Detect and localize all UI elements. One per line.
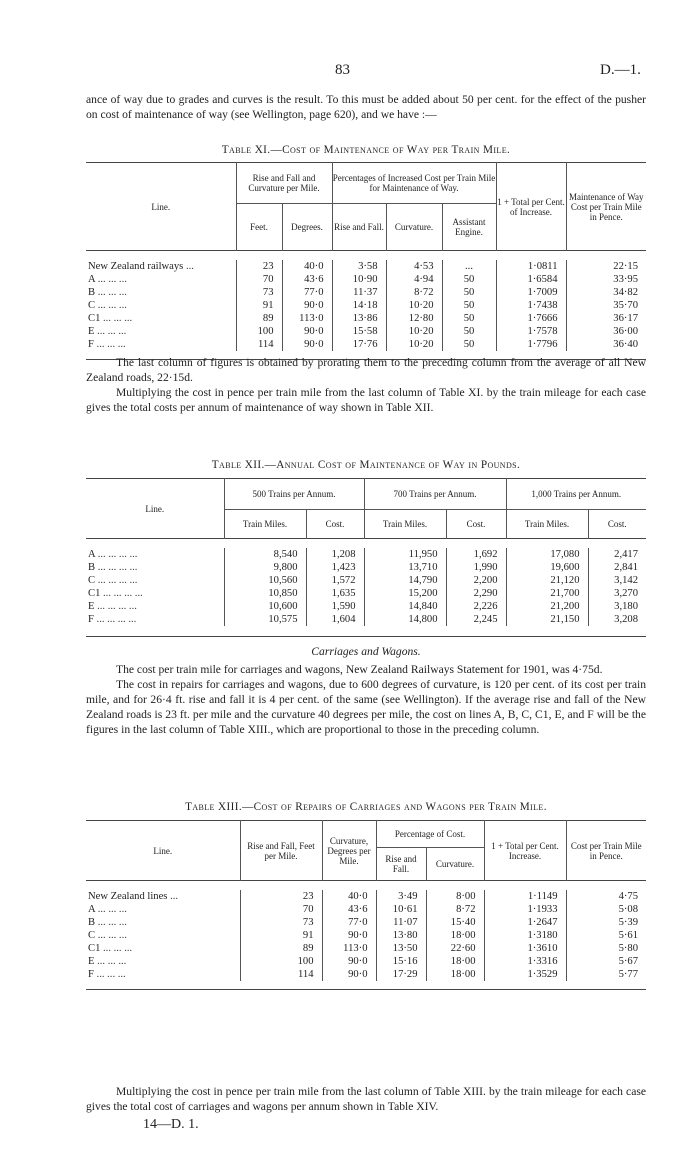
t13-cost: 5·77 — [618, 969, 638, 980]
t13-pct-curv: 22·60 — [426, 942, 484, 955]
t11-curv: 4·94 — [386, 273, 442, 286]
leader-dots: ... ... ... — [100, 313, 133, 324]
leader-dots: ... ... ... — [95, 930, 127, 941]
t11-rise: 13·86 — [332, 312, 386, 325]
carriages-paragraph — [86, 662, 646, 737]
t12-cost-700: 2,226 — [446, 600, 506, 613]
t11-total: 1·7666 — [496, 312, 566, 325]
table12-title: Table XII.—Annual Cost of Maintenance of Way in Pounds. — [211, 459, 521, 471]
t13-pct-rise: 11·07 — [376, 916, 426, 929]
table-row — [86, 260, 646, 273]
t13-pct-curv: 15·40 — [426, 916, 484, 929]
t12-miles-500: 9,800 — [224, 561, 306, 574]
t12-h-cost-500: Cost. — [306, 510, 364, 539]
prorating-paragraph — [86, 355, 646, 415]
t11-assist: 50 — [442, 273, 496, 286]
t11-feet: 70 — [236, 273, 282, 286]
t12-cost-1000: 3,180 — [614, 601, 638, 612]
line-name: E — [88, 956, 95, 967]
t13-total: 1·3180 — [484, 929, 566, 942]
t11-cost: 33·95 — [613, 274, 638, 285]
leader-dots: ... ... ... ... — [95, 562, 138, 573]
t11-degrees: 40·0 — [282, 260, 332, 273]
t13-line — [86, 903, 240, 916]
leader-dots: ... ... ... — [95, 274, 127, 285]
line-name: A — [88, 274, 96, 285]
t13-pct-rise: 13·50 — [376, 942, 426, 955]
t11-curv: 12·80 — [386, 312, 442, 325]
t12-line — [86, 587, 224, 600]
t12-cost-1000: 3,270 — [614, 588, 638, 599]
table11 — [86, 162, 646, 360]
t12-miles-700: 15,200 — [364, 587, 446, 600]
t11-total: 1·7009 — [496, 286, 566, 299]
t12-h-cost-700: Cost. — [446, 510, 506, 539]
t12-cost-500: 1,208 — [306, 548, 364, 561]
line-name: C1 — [88, 588, 101, 599]
footer-signature: 14—D. 1. — [143, 1117, 199, 1132]
t11-curv: 10·20 — [386, 299, 442, 312]
t11-cost: 34·82 — [613, 287, 638, 298]
t12-miles-500: 8,540 — [224, 548, 306, 561]
closing-text: Multiplying the cost in pence per train mile from the last column of Table XIII. by the train mileage for each case gives the total cost of carriages and wagons per annum shown in Table XIV. — [86, 1085, 646, 1113]
t13-cost: 5·67 — [618, 956, 638, 967]
table-row — [86, 600, 646, 613]
t11-assist: 50 — [442, 312, 496, 325]
table12 — [86, 478, 646, 637]
t12-miles-500: 10,600 — [224, 600, 306, 613]
t13-pct-rise: 17·29 — [376, 968, 426, 981]
t11-h-line: Line. — [86, 163, 236, 251]
t12-cost-500: 1,423 — [306, 561, 364, 574]
t13-rise: 23 — [240, 890, 322, 903]
leader-dots: ... — [167, 891, 179, 902]
line-name: New Zealand railways — [88, 261, 184, 272]
t13-total: 1·1149 — [484, 890, 566, 903]
t13-total: 1·3529 — [484, 968, 566, 981]
t11-degrees: 77·0 — [282, 286, 332, 299]
t11-h-rise-fall: Rise and Fall. — [332, 204, 386, 251]
line-name: B — [88, 287, 96, 298]
t12-miles-500: 10,560 — [224, 574, 306, 587]
t12-cost-700: 2,200 — [446, 574, 506, 587]
t11-h-degrees: Degrees. — [282, 204, 332, 251]
t13-pct-rise: 13·80 — [376, 929, 426, 942]
t13-line — [86, 955, 240, 968]
t11-assist: ... — [442, 260, 496, 273]
t11-cost: 36·00 — [613, 326, 638, 337]
t13-line — [86, 916, 240, 929]
t11-cost: 35·70 — [613, 300, 638, 311]
t13-pct-curv: 18·00 — [426, 968, 484, 981]
leader-dots: ... ... ... ... — [100, 588, 143, 599]
t11-h-total: 1 + Total per Cent. of Increase. — [496, 163, 566, 251]
table-row — [86, 968, 646, 981]
t12-cost-700: 1,692 — [446, 548, 506, 561]
t12-miles-500: 10,850 — [224, 587, 306, 600]
table-row — [86, 299, 646, 312]
line-name: E — [88, 326, 95, 337]
t12-line — [86, 561, 224, 574]
t12-miles-1000: 21,120 — [506, 574, 588, 587]
t13-h-rise-fall: Rise and Fall. — [376, 848, 426, 881]
t11-line — [86, 273, 236, 286]
leader-dots: ... ... ... — [95, 300, 127, 311]
table-row — [86, 286, 646, 299]
t11-rise: 14·18 — [332, 299, 386, 312]
t13-rise: 70 — [240, 903, 322, 916]
t11-total: 1·7578 — [496, 325, 566, 338]
leader-dots: ... ... ... — [94, 326, 127, 337]
leader-dots: ... ... ... — [95, 287, 127, 298]
t11-total: 1·6584 — [496, 273, 566, 286]
t13-curv: 43·6 — [322, 903, 376, 916]
line-name: New Zealand lines — [88, 891, 168, 902]
t12-h-miles-500: Train Miles. — [224, 510, 306, 539]
t13-cost: 5·80 — [618, 943, 638, 954]
table-row — [86, 903, 646, 916]
t11-line — [86, 325, 236, 338]
t11-assist: 50 — [442, 286, 496, 299]
t11-assist: 50 — [442, 338, 496, 351]
t13-line — [86, 929, 240, 942]
t13-total: 1·3316 — [484, 955, 566, 968]
t11-h-rise-group: Rise and Fall and Curvature per Mile. — [236, 163, 332, 204]
t12-h-1000: 1,000 Trains per Annum. — [506, 479, 646, 510]
t12-cost-700: 2,245 — [446, 613, 506, 626]
t11-line — [86, 299, 236, 312]
t11-degrees: 113·0 — [282, 312, 332, 325]
t13-rise: 114 — [240, 968, 322, 981]
t13-pct-rise: 3·49 — [376, 890, 426, 903]
t13-total: 1·3610 — [484, 942, 566, 955]
t12-miles-1000: 21,150 — [506, 613, 588, 626]
t13-pct-curv: 8·72 — [426, 903, 484, 916]
leader-dots: ... ... ... — [93, 969, 126, 980]
t13-cost: 5·61 — [618, 930, 638, 941]
t12-h-700: 700 Trains per Annum. — [364, 479, 506, 510]
t11-feet: 114 — [236, 338, 282, 351]
t13-pct-curv: 18·00 — [426, 929, 484, 942]
t11-degrees: 90·0 — [282, 338, 332, 351]
t13-curv: 90·0 — [322, 929, 376, 942]
t13-line — [86, 968, 240, 981]
line-name: F — [88, 339, 94, 350]
t12-h-miles-1000: Train Miles. — [506, 510, 588, 539]
t11-rise: 10·90 — [332, 273, 386, 286]
t11-rise: 15·58 — [332, 325, 386, 338]
leader-dots: ... ... ... — [94, 956, 127, 967]
t13-curv: 40·0 — [322, 890, 376, 903]
t13-line — [86, 942, 240, 955]
t13-h-cost: Cost per Train Mile in Pence. — [570, 840, 642, 861]
t11-line — [86, 286, 236, 299]
t12-miles-700: 11,950 — [364, 548, 446, 561]
t11-h-maintenance: Maintenance of Way Cost per Train Mile in Pence. — [568, 191, 644, 222]
t11-rise: 11·37 — [332, 286, 386, 299]
t11-h-feet: Feet. — [236, 204, 282, 251]
t12-miles-1000: 21,700 — [506, 587, 588, 600]
t12-cost-500: 1,635 — [306, 587, 364, 600]
t13-h-curvature: Curvature. — [426, 848, 484, 881]
line-name: C — [88, 300, 96, 311]
t13-rise: 89 — [240, 942, 322, 955]
t13-rise: 91 — [240, 929, 322, 942]
t11-h-curvature: Curvature. — [386, 204, 442, 251]
table13-title: Table XIII.—Cost of Repairs of Carriages and Wagons per Train Mile. — [185, 801, 547, 813]
t13-pct-curv: 8·00 — [426, 890, 484, 903]
carriages-text-1: The cost per train mile for carriages and wagons, New Zealand Railways Statement for 1901, was 4·75d. — [116, 663, 603, 676]
t12-cost-500: 1,572 — [306, 574, 364, 587]
t13-line — [86, 890, 240, 903]
t11-degrees: 43·6 — [282, 273, 332, 286]
table-row — [86, 929, 646, 942]
t11-line — [86, 312, 236, 325]
t11-cost: 22·15 — [613, 261, 638, 272]
t13-cost: 5·08 — [618, 904, 638, 915]
t12-miles-1000: 19,600 — [506, 561, 588, 574]
table-row — [86, 338, 646, 351]
t13-rise: 73 — [240, 916, 322, 929]
t11-total: 1·7796 — [496, 338, 566, 351]
t13-pct-curv: 18·00 — [426, 955, 484, 968]
t11-rise: 3·58 — [332, 260, 386, 273]
t12-line — [86, 574, 224, 587]
t13-curv: 90·0 — [322, 968, 376, 981]
t11-feet: 100 — [236, 325, 282, 338]
table-row — [86, 561, 646, 574]
t11-assist: 50 — [442, 325, 496, 338]
t11-line — [86, 260, 236, 273]
table-row — [86, 325, 646, 338]
table-row — [86, 942, 646, 955]
t12-miles-1000: 17,080 — [506, 548, 588, 561]
line-name: A — [88, 904, 96, 915]
t13-pct-rise: 10·61 — [376, 903, 426, 916]
t12-miles-700: 14,840 — [364, 600, 446, 613]
carriages-heading: Carriages and Wagons. — [311, 645, 421, 658]
line-name: C — [88, 930, 96, 941]
leader-dots: ... ... ... ... — [95, 549, 138, 560]
t12-line — [86, 548, 224, 561]
t11-h-assistant: Assistant Engine. — [442, 204, 496, 251]
page-number: 83 — [335, 62, 350, 78]
table-row — [86, 916, 646, 929]
multiplying-text: Multiplying the cost in pence per train mile from the last column of Table XI. by the train mileage for each case gives the total costs per annum of maintenance of way shown in Table XII. — [86, 386, 646, 414]
t12-cost-1000: 3,208 — [614, 614, 638, 625]
table-row — [86, 312, 646, 325]
carriages-text-2: The cost in repairs for carriages and wagons, due to 600 degrees of curvature, is 120 per cent. of its cost per train mile, and for 26·4 ft. rise and fall it is 4 per cent. of the same (see Wellington). If the average rise and fall of the New Zealand roads is 23 ft. per mile and the curvature 40 degrees per mile, the cost on lines A, B, C, C1, E, and F will be the figures in the last column of Table XIII., which are proportional to those in the preceding column. — [86, 678, 646, 736]
leader-dots: ... ... ... ... — [94, 601, 137, 612]
prorating-text: The last column of figures is obtained by prorating them to the preceding column from the average of all New Zealand roads, 22·15d. — [86, 356, 646, 384]
t11-total: 1·0811 — [496, 260, 566, 273]
intro-paragraph — [86, 92, 646, 122]
t11-curv: 10·20 — [386, 325, 442, 338]
t12-h-line: Line. — [86, 479, 224, 539]
t13-total: 1·2647 — [484, 916, 566, 929]
line-name: C — [88, 575, 96, 586]
line-name: B — [88, 562, 96, 573]
table-row — [86, 955, 646, 968]
t12-cost-700: 1,990 — [446, 561, 506, 574]
t12-cost-700: 2,290 — [446, 587, 506, 600]
table-row — [86, 574, 646, 587]
t13-pct-rise: 15·16 — [376, 955, 426, 968]
t11-curv: 4·53 — [386, 260, 442, 273]
leader-dots: ... ... ... ... — [93, 614, 137, 625]
intro-text: ance of way due to grades and curves is the result. To this must be added about 50 per cent. for the effect of the pusher on cost of maintenance of way (see Wellington, page 620), and we have :— — [86, 93, 646, 121]
t12-h-miles-700: Train Miles. — [364, 510, 446, 539]
t11-feet: 91 — [236, 299, 282, 312]
leader-dots: ... — [183, 261, 194, 272]
t12-h-cost-1000: Cost. — [607, 519, 627, 529]
t13-h-line: Line. — [86, 821, 240, 881]
line-name: F — [88, 614, 94, 625]
t12-cost-1000: 2,417 — [614, 549, 638, 560]
line-name: E — [88, 601, 95, 612]
leader-dots: ... ... ... — [93, 339, 126, 350]
document-reference: D.—1. — [600, 62, 641, 78]
closing-paragraph — [86, 1084, 646, 1114]
t11-h-pct-group: Percentages of Increased Cost per Train Mile for Maintenance of Way. — [332, 163, 496, 204]
t12-miles-700: 14,790 — [364, 574, 446, 587]
t11-curv: 8·72 — [386, 286, 442, 299]
t12-line — [86, 600, 224, 613]
leader-dots: ... ... ... — [95, 917, 127, 928]
t13-h-pct-group: Percentage of Cost. — [376, 821, 484, 848]
table13 — [86, 820, 646, 990]
t11-degrees: 90·0 — [282, 299, 332, 312]
leader-dots: ... ... ... ... — [95, 575, 138, 586]
t12-miles-700: 14,800 — [364, 613, 446, 626]
table11-title: Table XI.—Cost of Maintenance of Way per Train Mile. — [221, 144, 511, 156]
t13-h-total: 1 + Total per Cent. Increase. — [484, 821, 566, 881]
t13-h-rise: Rise and Fall, Feet per Mile. — [240, 821, 322, 881]
t11-curv: 10·20 — [386, 338, 442, 351]
t12-cost-1000: 3,142 — [614, 575, 638, 586]
t13-cost: 5·39 — [618, 917, 638, 928]
line-name: C1 — [88, 943, 101, 954]
t12-h-500: 500 Trains per Annum. — [224, 479, 364, 510]
t13-cost: 4·75 — [618, 891, 638, 902]
t12-cost-500: 1,604 — [306, 613, 364, 626]
table-row — [86, 273, 646, 286]
t11-line — [86, 338, 236, 351]
leader-dots: ... ... ... — [95, 904, 127, 915]
t11-cost: 36·17 — [613, 313, 638, 324]
t13-curv: 77·0 — [322, 916, 376, 929]
leader-dots: ... ... ... — [100, 943, 133, 954]
t12-line — [86, 613, 224, 626]
table-row — [86, 548, 646, 561]
t11-degrees: 90·0 — [282, 325, 332, 338]
line-name: C1 — [88, 313, 101, 324]
t11-assist: 50 — [442, 299, 496, 312]
line-name: A — [88, 549, 96, 560]
t11-cost: 36·40 — [613, 339, 638, 350]
t13-total: 1·1933 — [484, 903, 566, 916]
table-row — [86, 890, 646, 903]
t12-miles-1000: 21,200 — [506, 600, 588, 613]
table-row — [86, 587, 646, 600]
t11-feet: 89 — [236, 312, 282, 325]
table-row — [86, 613, 646, 626]
t11-rise: 17·76 — [332, 338, 386, 351]
t13-curv: 90·0 — [322, 955, 376, 968]
t12-miles-700: 13,710 — [364, 561, 446, 574]
t12-miles-500: 10,575 — [224, 613, 306, 626]
t12-cost-1000: 2,841 — [614, 562, 638, 573]
t13-h-curv: Curvature, Degrees per Mile. — [322, 821, 376, 881]
t13-rise: 100 — [240, 955, 322, 968]
line-name: F — [88, 969, 94, 980]
t11-feet: 73 — [236, 286, 282, 299]
t11-total: 1·7438 — [496, 299, 566, 312]
t12-cost-500: 1,590 — [306, 600, 364, 613]
t13-curv: 113·0 — [322, 942, 376, 955]
line-name: B — [88, 917, 96, 928]
t11-feet: 23 — [236, 260, 282, 273]
